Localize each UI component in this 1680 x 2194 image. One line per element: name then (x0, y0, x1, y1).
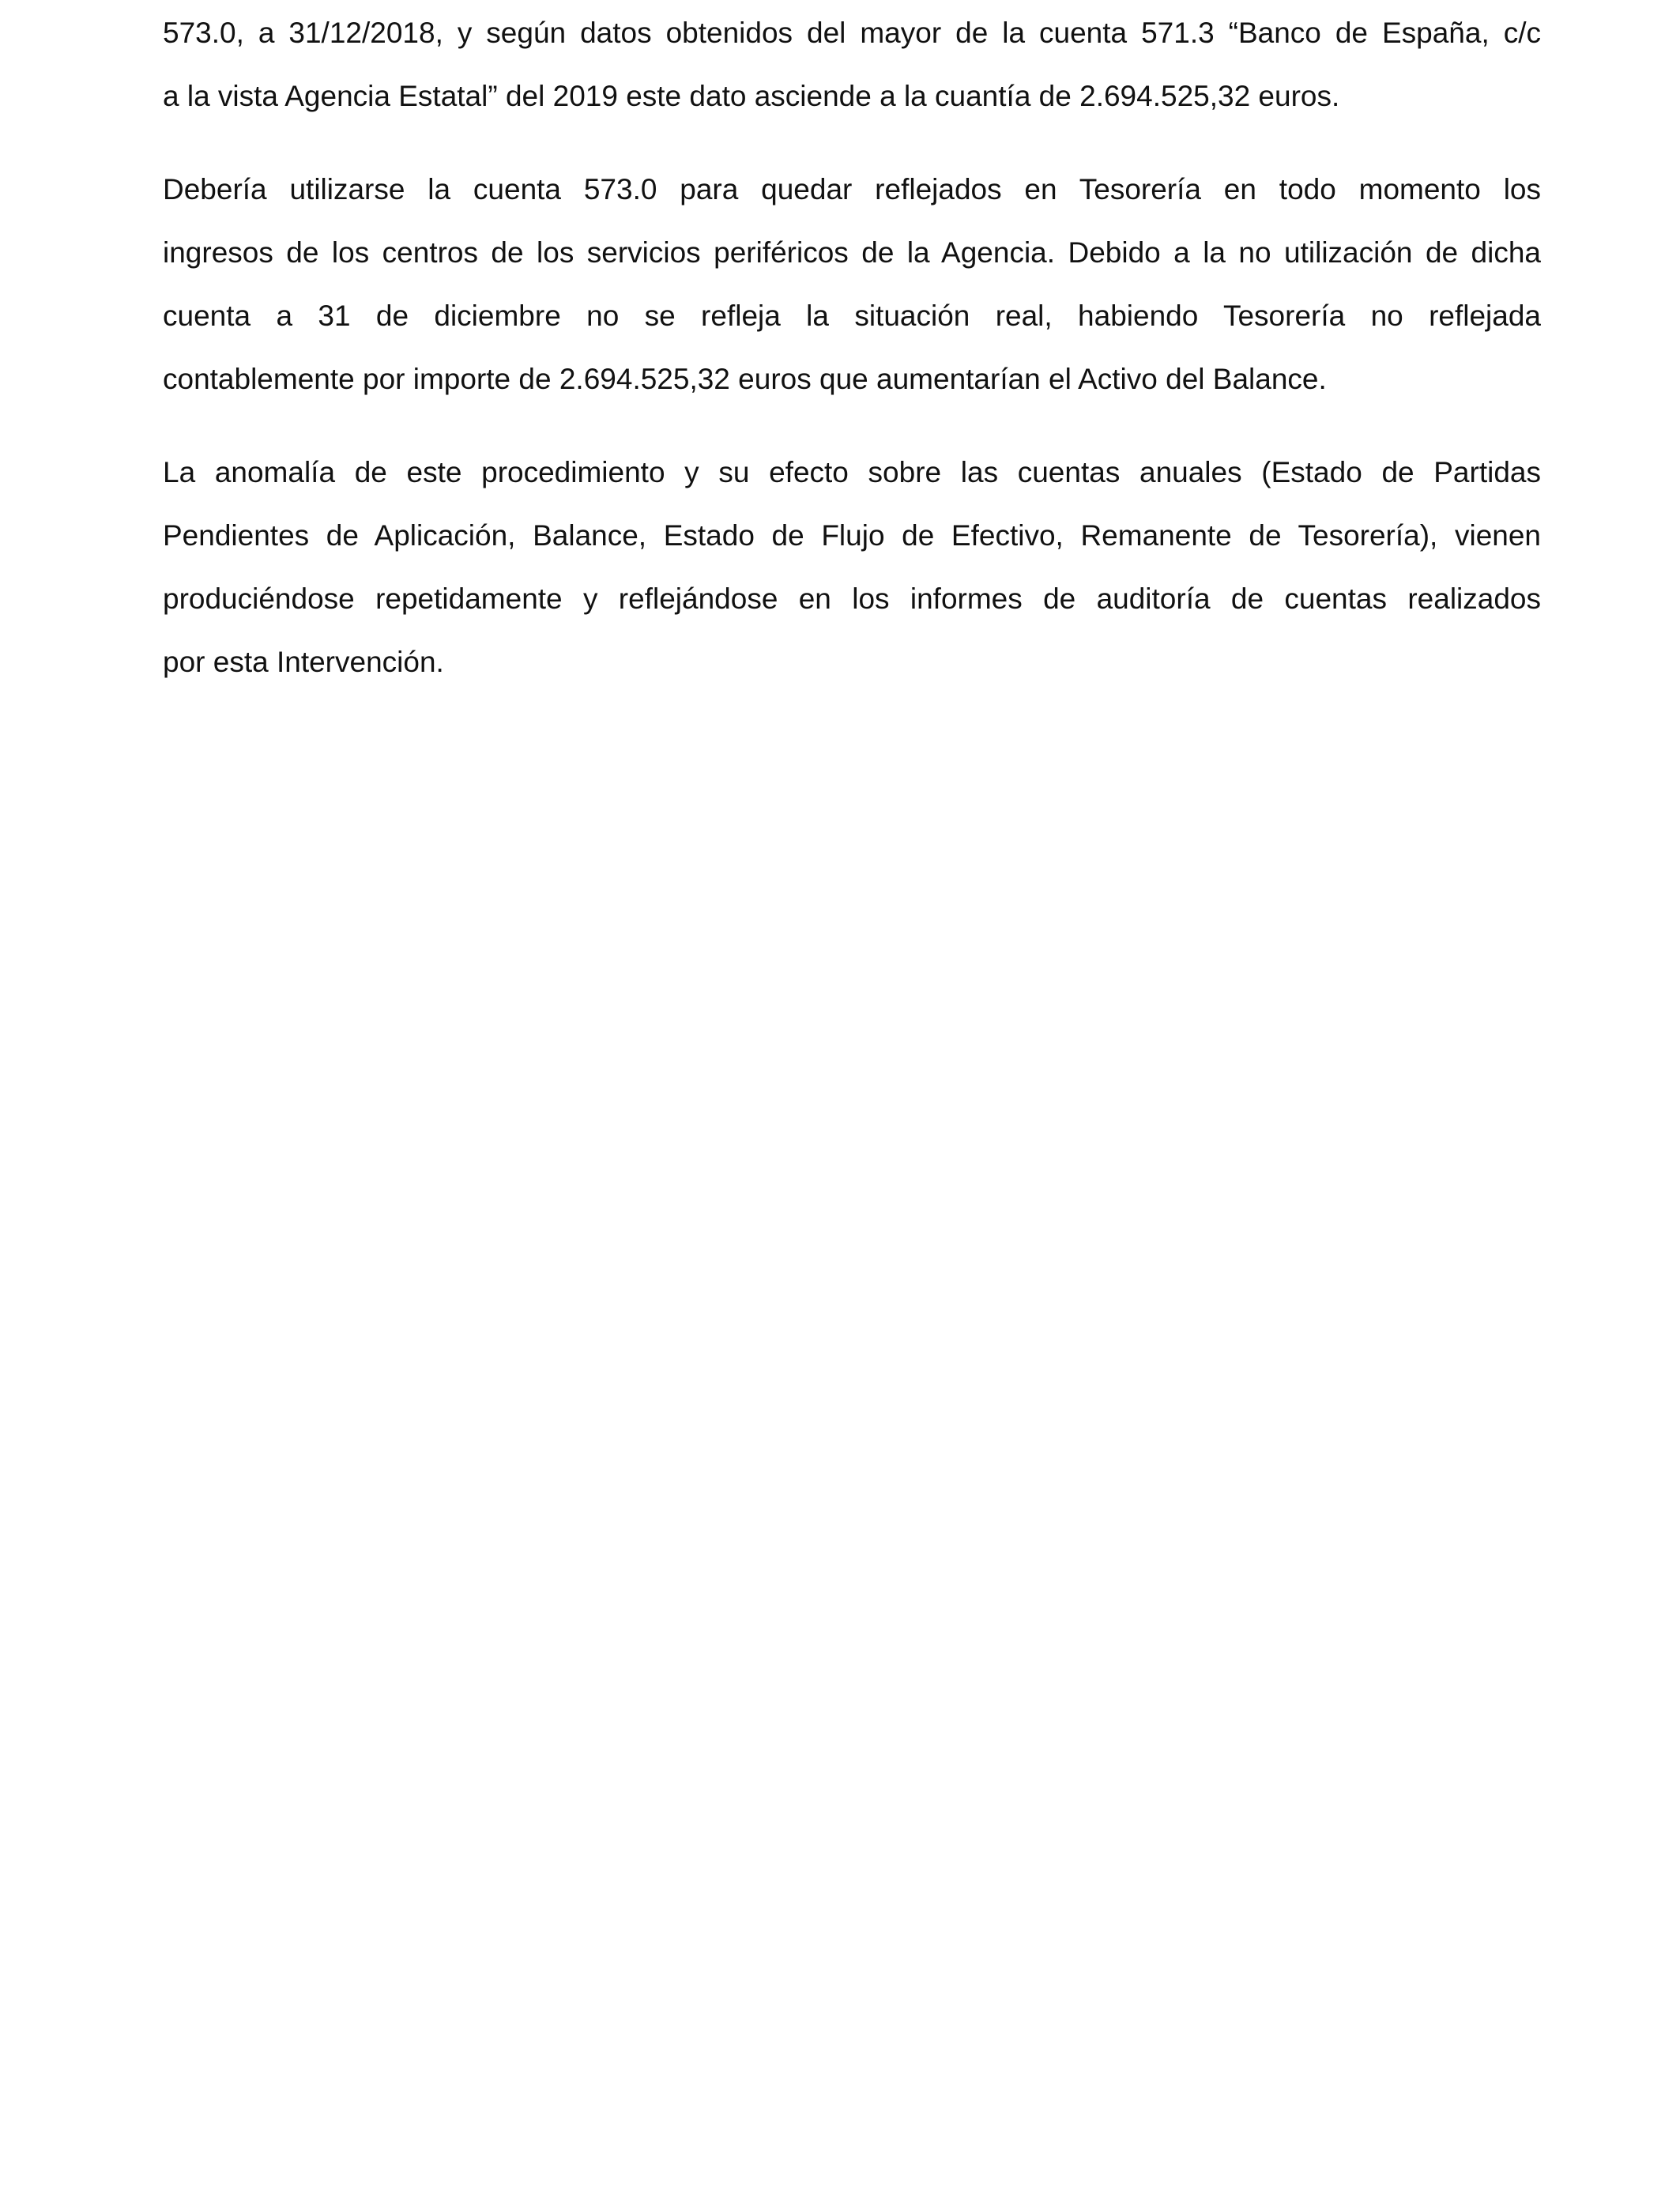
paragraph-line: cuenta a 31 de diciembre no se refleja la situación real, habiendo Tesorería no reflejada (163, 300, 1541, 332)
paragraph-line: 573.0, a 31/12/2018, y según datos obtenidos del mayor de la cuenta 571.3 “Banco de España, c/c (163, 17, 1541, 49)
paragraph-anomalia (163, 441, 1541, 694)
paragraph-tesoreria (163, 158, 1541, 411)
paragraph-line: contablemente por importe de 2.694.525,32 euros que aumentarían el Activo del Balance. (163, 363, 1327, 395)
paragraph-line: produciéndose repetidamente y reflejándose en los informes de auditoría de cuentas realizados (163, 582, 1541, 615)
paragraph-line: Pendientes de Aplicación, Balance, Estado de Flujo de Efectivo, Remanente de Tesorería), vienen (163, 519, 1541, 552)
paragraph-line: a la vista Agencia Estatal” del 2019 este dato asciende a la cuantía de 2.694.525,32 euros. (163, 80, 1340, 112)
paragraph-line: La anomalía de este procedimiento y su efecto sobre las cuentas anuales (Estado de Partidas (163, 456, 1541, 488)
paragraph-cuenta-573 (163, 2, 1541, 128)
paragraph-line: ingresos de los centros de los servicios periféricos de la Agencia. Debido a la no utilización de dicha (163, 236, 1541, 269)
paragraph-line: Debería utilizarse la cuenta 573.0 para quedar reflejados en Tesorería en todo momento los (163, 173, 1541, 205)
paragraph-line: por esta Intervención. (163, 646, 444, 678)
